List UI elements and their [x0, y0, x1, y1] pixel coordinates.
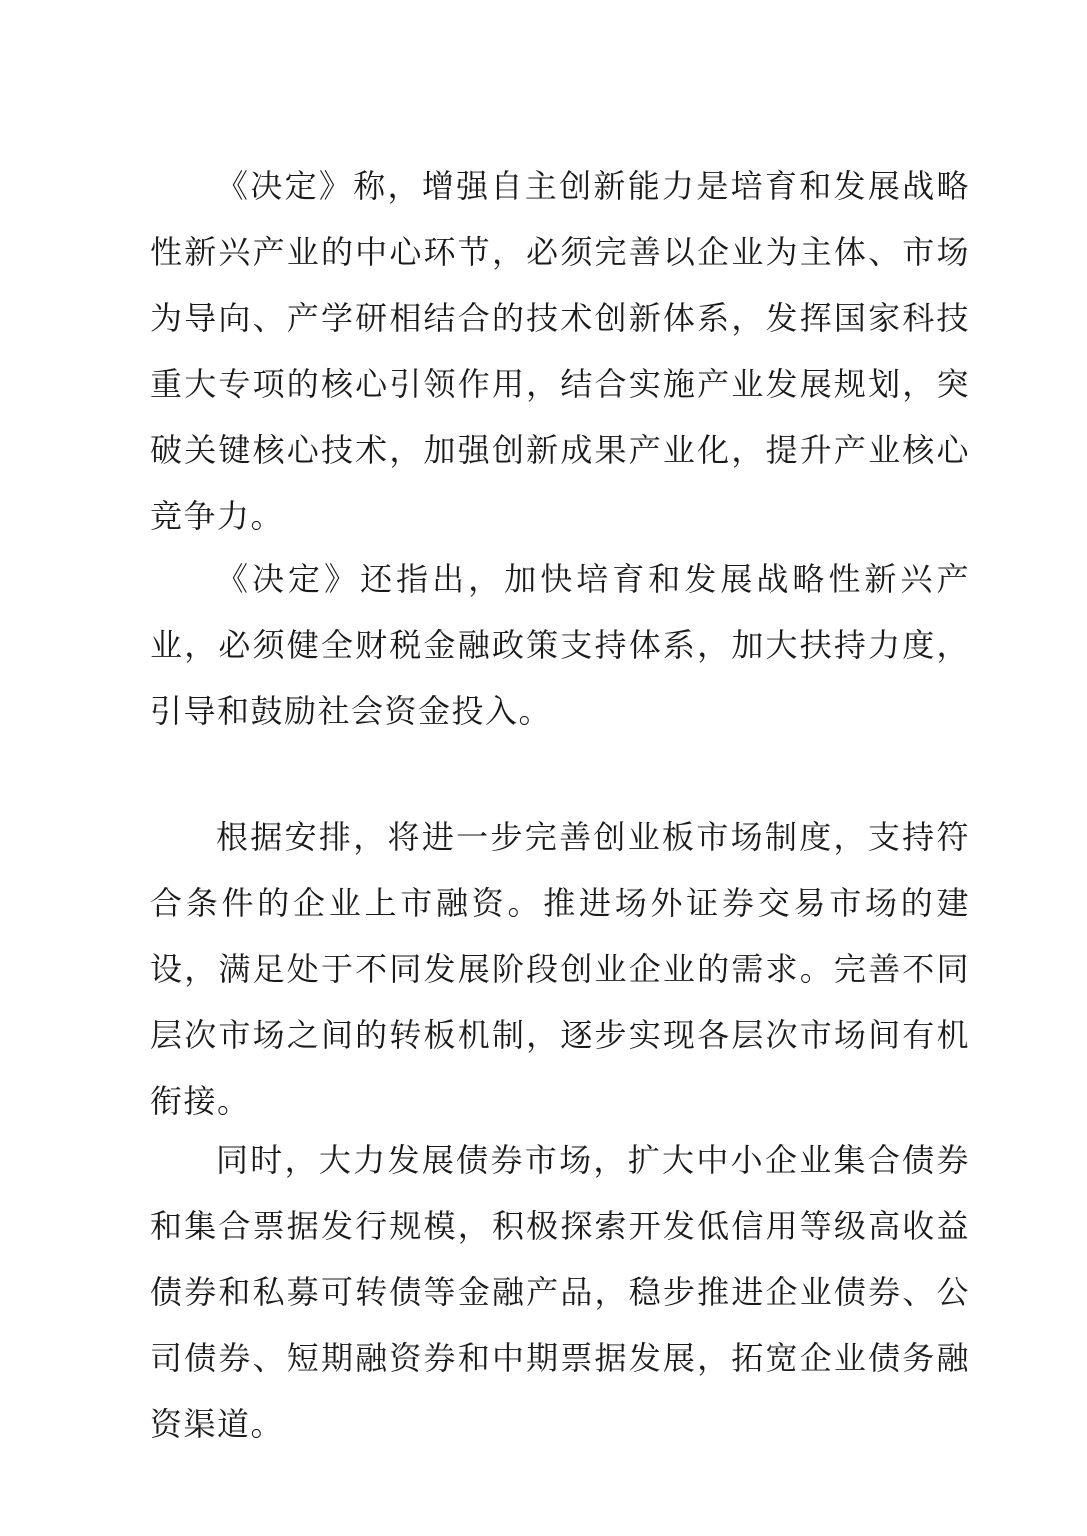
paragraph-innovation: 《决定》称，增强自主创新能力是培育和发展战略性新兴产业的中心环节，必须完善以企业为主体、市场为导向、产学研相结合的技术创新体系，发挥国家科技重大专项的核心引领作用，结合实施产业发展规划，突破关键核心技术，加强创新成果产业化，提升产业核心竞争力。: [150, 167, 970, 535]
paragraph-fiscal-policy: 《决定》还指出，加快培育和发展战略性新兴产业，必须健全财税金融政策支持体系，加大扶持力度，引导和鼓励社会资金投入。: [150, 560, 970, 730]
paragraph-growth-board: 根据安排，将进一步完善创业板市场制度，支持符合条件的企业上市融资。推进场外证券交易市场的建设，满足处于不同发展阶段创业企业的需求。完善不同层次市场之间的转板机制，逐步实现各层次市场间有机衔接。: [150, 818, 970, 1120]
paragraph-bond-market: 同时，大力发展债券市场，扩大中小企业集合债券和集合票据发行规模，积极探索开发低信用等级高收益债券和私募可转债等金融产品，稳步推进企业债券、公司债券、短期融资券和中期票据发展，拓宽企业债务融资渠道。: [150, 1141, 970, 1443]
